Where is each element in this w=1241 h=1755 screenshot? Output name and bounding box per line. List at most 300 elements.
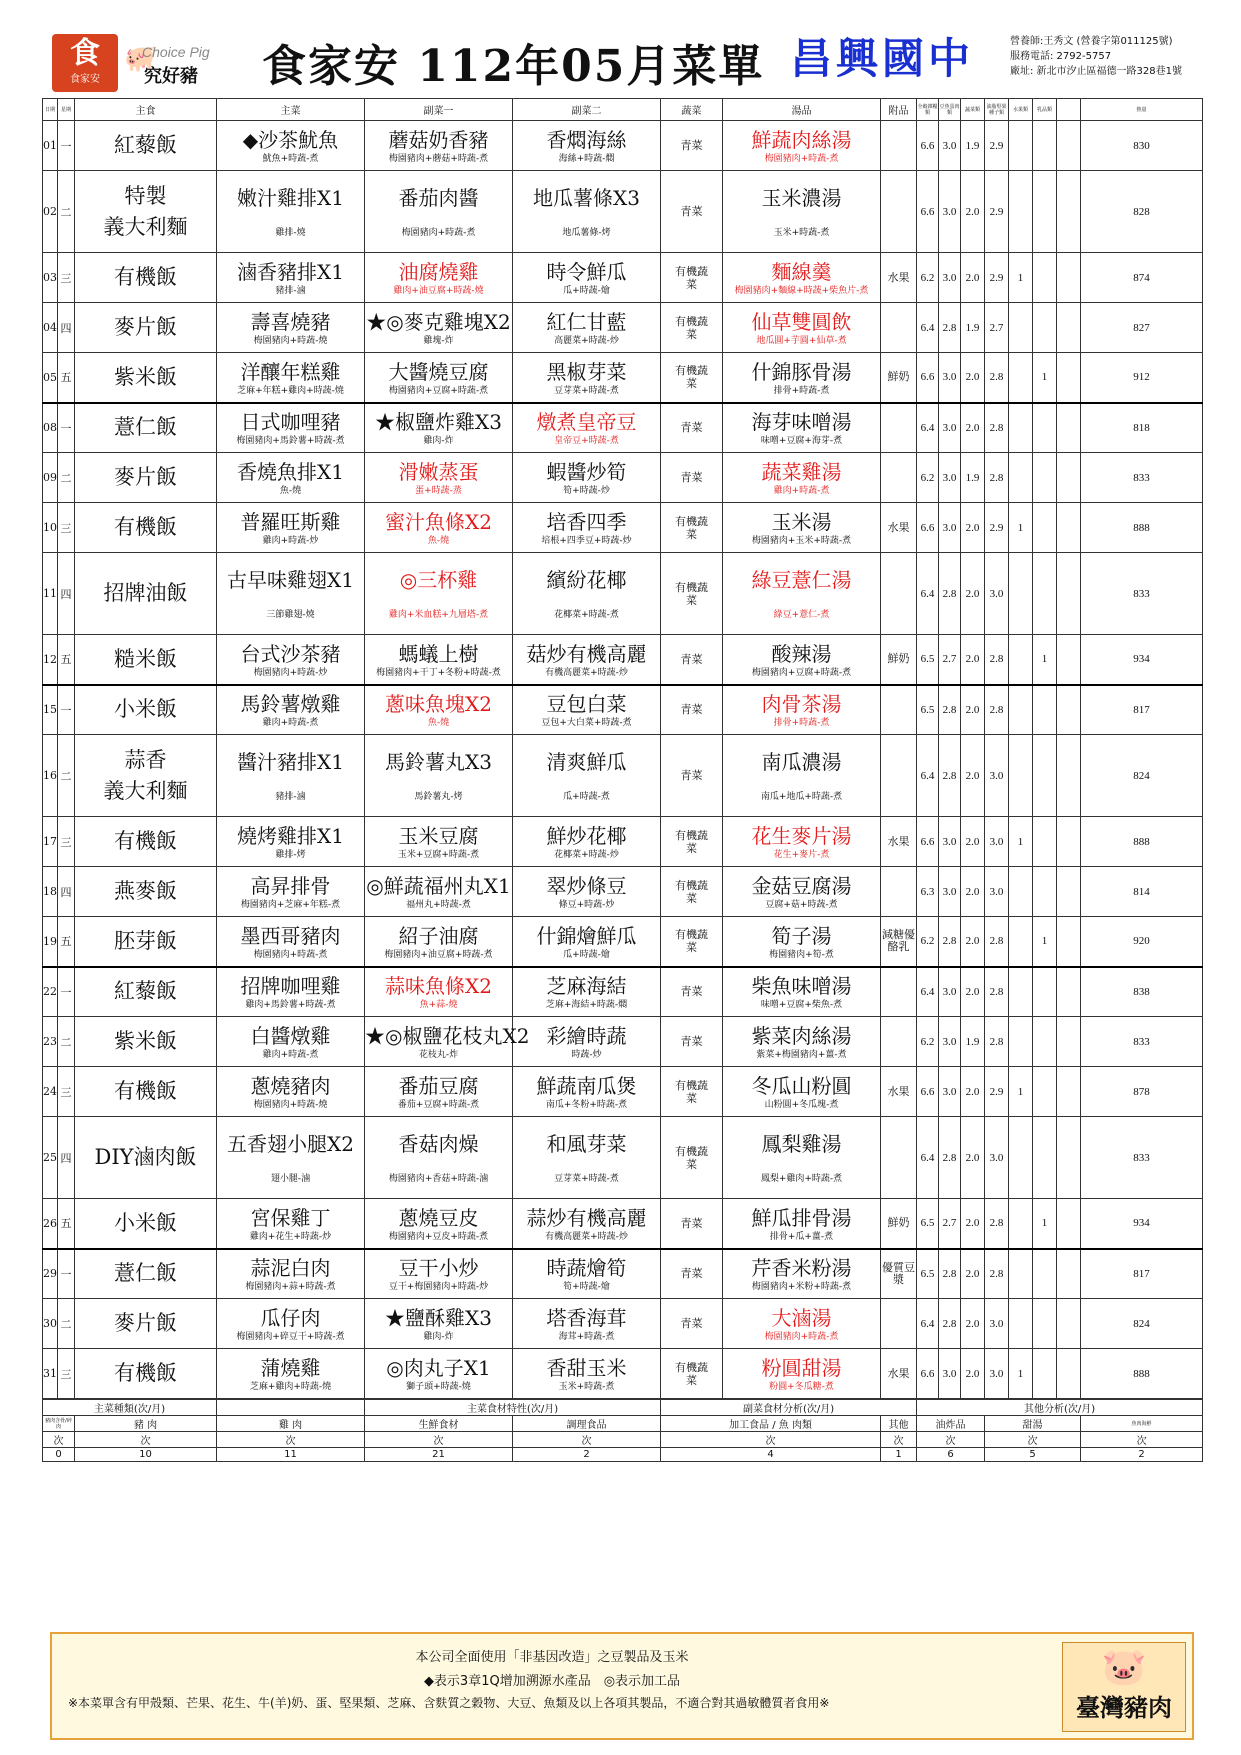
dairy-value	[1033, 685, 1057, 735]
soup-cell	[723, 303, 881, 353]
summary-unit: 次	[513, 1432, 661, 1448]
dish-name: 滷香豬排X1	[237, 260, 344, 284]
staple-name: 義大利麵	[103, 778, 188, 803]
dish-ingredients: 三節雞翅-燒	[266, 610, 315, 620]
vegetable-value: 2.0	[961, 967, 985, 1017]
col-staple: 主食	[75, 99, 217, 121]
staple-name: 有機飯	[114, 515, 177, 539]
staple-cell	[75, 1349, 217, 1399]
blank-cell	[1057, 403, 1081, 453]
grains-value: 6.4	[917, 303, 939, 353]
staple-cell	[75, 303, 217, 353]
dish-ingredients: 梅園豬肉+豆腐+時蔬-煮	[751, 667, 852, 678]
protein-value: 3.0	[939, 1349, 961, 1399]
blank-cell	[1057, 1067, 1081, 1117]
dish-name: ★鹽酥雞X3	[385, 1306, 492, 1330]
fruit-value	[1009, 171, 1033, 253]
fruit-value: 1	[1009, 1349, 1033, 1399]
date-cell: 18	[43, 867, 58, 917]
vegetable-value: 2.0	[961, 735, 985, 817]
page-title: 食家安 112年05月菜單	[262, 41, 765, 92]
weekday-cell: 二	[58, 171, 75, 253]
dish-ingredients: 條豆+時蔬-炒	[558, 900, 615, 910]
kcal-value: 828	[1081, 171, 1203, 253]
dish-name: 紅仁甘藍	[546, 310, 627, 334]
side-dish-1-cell	[365, 171, 513, 253]
staple-name: 麥片飯	[114, 1311, 177, 1335]
col-protein: 豆魚蛋肉類	[939, 99, 961, 121]
side-dish-2-cell	[513, 1117, 661, 1199]
date-cell: 03	[43, 253, 58, 303]
side-dish-1-cell	[365, 967, 513, 1017]
vegetable-value: 1.9	[961, 453, 985, 503]
main-dish-cell	[217, 685, 365, 735]
kcal-value: 817	[1081, 685, 1203, 735]
vegetable-cell: 青菜	[661, 1017, 723, 1067]
menu-row	[43, 685, 1203, 735]
weekday-cell: 五	[58, 353, 75, 403]
date-cell: 31	[43, 1349, 58, 1399]
side-dish-2-cell	[513, 1349, 661, 1399]
date-cell: 02	[43, 171, 58, 253]
summary-unit: 次	[43, 1432, 75, 1448]
blank-cell	[1057, 303, 1081, 353]
soup-cell	[723, 1249, 881, 1299]
soup-cell	[723, 171, 881, 253]
dish-name: 燉煮皇帝豆	[536, 410, 637, 435]
side-dish-1-cell	[365, 303, 513, 353]
allergen-notice: ※本菜單含有甲殼類、芒果、花生、牛(羊)奶、蛋、堅果類、芝麻、含麩質之穀物、大豆、魚類及以上各項其製品，不適合對其過敏體質者食用※	[68, 1696, 830, 1710]
date-cell: 25	[43, 1117, 58, 1199]
dish-name: 仙草雙圓飲	[751, 310, 852, 334]
dish-name: 冬瓜山粉圓	[751, 1074, 852, 1098]
fruit-value	[1009, 1199, 1033, 1249]
staple-cell	[75, 503, 217, 553]
dairy-value	[1033, 553, 1057, 635]
dish-name: 滑嫩蒸蛋	[398, 460, 479, 484]
footer-line-2: ◆表示3章1Q增加溯源水產品 ◎表示加工品	[423, 1674, 681, 1689]
dish-ingredients: 排骨+時蔬-煮	[773, 385, 830, 396]
col-main: 主菜	[217, 99, 365, 121]
dish-name: 培香四季	[546, 510, 627, 534]
col-extra: 附品	[881, 99, 917, 121]
dish-ingredients: 花椰菜+時蔬-炒	[554, 850, 619, 860]
dish-ingredients: 梅園豬肉+時蔬-燒	[253, 1100, 328, 1110]
main-dish-cell	[217, 967, 365, 1017]
dish-name: ◆沙茶魷魚	[242, 128, 339, 152]
dish-ingredients: 梅園豬肉+豆腐+時蔬-煮	[388, 385, 489, 396]
menu-row	[43, 817, 1203, 867]
side-dish-1-cell	[365, 1299, 513, 1349]
side-dish-2-cell	[513, 967, 661, 1017]
menu-row	[43, 353, 1203, 403]
soup-cell	[723, 967, 881, 1017]
protein-value: 2.8	[939, 1299, 961, 1349]
soup-cell	[723, 917, 881, 967]
staple-name: 麥片飯	[114, 465, 177, 489]
oil-value: 2.8	[985, 1249, 1009, 1299]
col-veg: 蔬菜	[661, 99, 723, 121]
fruit-value	[1009, 1299, 1033, 1349]
side-dish-2-cell	[513, 817, 661, 867]
oil-value: 3.0	[985, 1299, 1009, 1349]
col-soup: 湯品	[723, 99, 881, 121]
vegetable-value: 2.0	[961, 503, 985, 553]
blank-cell	[1057, 817, 1081, 867]
dish-ingredients: 花枝丸-炸	[418, 1050, 459, 1060]
main-dish-cell	[217, 1349, 365, 1399]
dish-ingredients: 雞塊-炸	[423, 336, 454, 346]
summary-unit: 次	[881, 1432, 917, 1448]
dish-name: 塔香海茸	[546, 1306, 627, 1330]
weekday-cell: 五	[58, 917, 75, 967]
vegetable-cell: 青菜	[661, 735, 723, 817]
grains-value: 6.6	[917, 171, 939, 253]
fruit-value	[1009, 1249, 1033, 1299]
address: 廠址: 新北市汐止區福德一路328巷1號	[1010, 66, 1182, 77]
extra-cell: 優質豆漿	[881, 1249, 917, 1299]
vegetable-value: 2.0	[961, 1299, 985, 1349]
side-dish-2-cell	[513, 1017, 661, 1067]
dish-name: 香菇肉燥	[398, 1132, 479, 1156]
oil-value: 2.8	[985, 353, 1009, 403]
weekday-cell: 三	[58, 1067, 75, 1117]
dish-name: ◎鮮蔬福州丸X1	[366, 874, 511, 898]
menu-row	[43, 1067, 1203, 1117]
extra-cell	[881, 453, 917, 503]
fruit-value	[1009, 1017, 1033, 1067]
summary-value-fresh: 21	[365, 1448, 513, 1462]
menu-row	[43, 917, 1203, 967]
dish-name: 馬鈴薯丸X3	[385, 750, 492, 774]
extra-cell: 水果	[881, 253, 917, 303]
fruit-value: 1	[1009, 1067, 1033, 1117]
dish-name: 什錦燴鮮瓜	[536, 923, 637, 948]
summary-value-b: 2	[1081, 1448, 1203, 1462]
badge-text: 臺灣豬肉	[1076, 1693, 1172, 1722]
dish-ingredients: 雞肉+時蔬-煮	[773, 486, 830, 496]
dish-name: 紹子油腐	[398, 923, 479, 948]
oil-value: 2.7	[985, 303, 1009, 353]
protein-value: 2.8	[939, 303, 961, 353]
dish-name: 鳳梨雞湯	[761, 1132, 842, 1156]
vegetable-value: 2.0	[961, 553, 985, 635]
grains-value: 6.4	[917, 735, 939, 817]
col-side2: 副菜二	[513, 99, 661, 121]
dish-name: 玉米豆腐	[398, 824, 479, 848]
side-dish-2-cell	[513, 553, 661, 635]
dish-ingredients: 味噌+豆腐+海芽-煮	[760, 436, 843, 447]
vegetable-cell: 有機蔬菜	[661, 1349, 723, 1399]
summary-label-other: 其他	[881, 1416, 917, 1432]
oil-value: 2.8	[985, 635, 1009, 685]
kcal-value: 878	[1081, 1067, 1203, 1117]
dairy-value	[1033, 967, 1057, 1017]
staple-name: 義大利麵	[103, 214, 188, 239]
summary-label-fishmeat: 加工食品 / 魚 肉類	[661, 1416, 881, 1432]
menu-row	[43, 967, 1203, 1017]
vegetable-cell: 有機蔬菜	[661, 817, 723, 867]
dish-ingredients: 瓜+時蔬-燴	[563, 286, 610, 296]
dish-ingredients: 豬排-滷	[275, 792, 306, 802]
side-dish-1-cell	[365, 353, 513, 403]
fruit-value: 1	[1009, 253, 1033, 303]
side-dish-1-cell	[365, 817, 513, 867]
extra-cell: 水果	[881, 503, 917, 553]
dish-name: 和風芽菜	[546, 1132, 627, 1156]
taiwan-pork-badge	[1062, 1642, 1186, 1732]
dish-ingredients: 綠豆+薏仁-煮	[773, 610, 830, 620]
col-grains: 全穀雜糧類	[917, 99, 939, 121]
blank-cell	[1057, 917, 1081, 967]
dish-ingredients: 玉米+時蔬-煮	[558, 1382, 615, 1392]
dish-ingredients: 芝麻+雞肉+時蔬-燒	[249, 1382, 332, 1392]
dish-ingredients: 梅園豬肉+蘑菇+時蔬-煮	[388, 154, 489, 164]
soup-cell	[723, 553, 881, 635]
vegetable-cell: 有機蔬菜	[661, 1117, 723, 1199]
dish-ingredients: 排骨+時蔬-煮	[773, 718, 830, 729]
dish-name: 地瓜薯條X3	[533, 186, 640, 210]
dish-ingredients: 有機高麗菜+時蔬-炒	[545, 667, 628, 678]
dish-ingredients: 瓜+時蔬-煮	[563, 792, 610, 802]
dish-name: 洋釀年糕雞	[240, 359, 341, 384]
extra-cell	[881, 171, 917, 253]
dish-ingredients: 皇帝豆+時蔬-煮	[554, 436, 619, 447]
dish-ingredients: 梅園豬肉+時蔬-煮	[253, 949, 328, 960]
summary-unit: 次	[75, 1432, 217, 1448]
menu-row	[43, 171, 1203, 253]
side-dish-2-cell	[513, 453, 661, 503]
menu-row	[43, 553, 1203, 635]
vegetable-cell: 青菜	[661, 1199, 723, 1249]
main-dish-cell	[217, 121, 365, 171]
dish-ingredients: 鳳梨+雞肉+時蔬-煮	[760, 1174, 843, 1184]
dairy-value	[1033, 303, 1057, 353]
weekday-cell: 四	[58, 303, 75, 353]
dish-name: 黑椒芽菜	[546, 359, 627, 384]
kcal-value: 817	[1081, 1249, 1203, 1299]
kcal-value: 824	[1081, 1299, 1203, 1349]
dish-name: 玉米湯	[771, 510, 832, 534]
dairy-value	[1033, 453, 1057, 503]
dish-name: 壽喜燒豬	[250, 310, 331, 334]
pig-brand-zh: 究好豬	[144, 66, 198, 87]
blank-cell	[1057, 453, 1081, 503]
grains-value: 6.5	[917, 1199, 939, 1249]
protein-value: 3.0	[939, 1017, 961, 1067]
vegetable-value: 1.9	[961, 1017, 985, 1067]
pig-icon: 🐖	[124, 44, 157, 74]
grains-value: 6.6	[917, 503, 939, 553]
side-dish-1-cell	[365, 635, 513, 685]
protein-value: 3.0	[939, 403, 961, 453]
footer-line-1: 本公司全面使用「非基因改造」之豆製品及玉米	[415, 1650, 689, 1665]
soup-cell	[723, 253, 881, 303]
dish-ingredients: 雞肉+時蔬-炒	[262, 536, 319, 546]
side-dish-2-cell	[513, 171, 661, 253]
vegetable-value: 2.0	[961, 1199, 985, 1249]
summary-main-feature: 主菜食材特性(次/月)	[365, 1400, 661, 1416]
dish-ingredients: 地瓜圓+芋圓+仙草-煮	[756, 336, 847, 346]
side-dish-2-cell	[513, 635, 661, 685]
col-blank	[1057, 99, 1081, 121]
dish-ingredients: 味噌+豆腐+柴魚-煮	[760, 1000, 843, 1011]
date-cell: 22	[43, 967, 58, 1017]
kcal-value: 888	[1081, 503, 1203, 553]
side-dish-1-cell	[365, 685, 513, 735]
vegetable-cell: 青菜	[661, 685, 723, 735]
dairy-value: 1	[1033, 635, 1057, 685]
dairy-value	[1033, 817, 1057, 867]
dish-ingredients: 翅小腿-滷	[270, 1174, 311, 1184]
grains-value: 6.6	[917, 1349, 939, 1399]
side-dish-1-cell	[365, 453, 513, 503]
extra-cell	[881, 1017, 917, 1067]
blank-cell	[1057, 121, 1081, 171]
kcal-value: 874	[1081, 253, 1203, 303]
soup-cell	[723, 1017, 881, 1067]
soup-cell	[723, 1199, 881, 1249]
dish-ingredients: 梅園豬肉+麵線+時蔬+柴魚片-煮	[734, 286, 869, 296]
dish-name: 綠豆薏仁湯	[751, 568, 852, 592]
date-cell: 23	[43, 1017, 58, 1067]
vegetable-cell: 有機蔬菜	[661, 353, 723, 403]
side-dish-1-cell	[365, 1349, 513, 1399]
blank-cell	[1057, 171, 1081, 253]
dish-ingredients: 魷魚+時蔬-煮	[262, 154, 319, 164]
side-dish-2-cell	[513, 917, 661, 967]
date-cell: 24	[43, 1067, 58, 1117]
vegetable-cell: 有機蔬菜	[661, 303, 723, 353]
dish-name: 墨西哥豬肉	[240, 923, 341, 948]
extra-cell	[881, 1299, 917, 1349]
dairy-value	[1033, 1249, 1057, 1299]
staple-cell	[75, 171, 217, 253]
dish-name: ★◎椒鹽花枝丸X2	[365, 1024, 530, 1048]
side-dish-1-cell	[365, 1117, 513, 1199]
staple-cell	[75, 1299, 217, 1349]
kcal-value: 934	[1081, 635, 1203, 685]
side-dish-1-cell	[365, 1199, 513, 1249]
dairy-value	[1033, 403, 1057, 453]
oil-value: 2.8	[985, 967, 1009, 1017]
dish-ingredients: 魚-燒	[427, 718, 450, 729]
staple-cell	[75, 917, 217, 967]
dish-name: 宮保雞丁	[250, 1205, 331, 1230]
pig-brand-en: Choice Pig	[142, 44, 210, 60]
staple-name: 胚芽飯	[114, 928, 177, 953]
dish-name: 螞蟻上樹	[398, 641, 479, 666]
soup-cell	[723, 503, 881, 553]
menu-row	[43, 1199, 1203, 1249]
summary-label-fried: 油炸品	[917, 1416, 985, 1432]
menu-row	[43, 503, 1203, 553]
dish-name: 香燒魚排X1	[237, 460, 344, 484]
protein-value: 3.0	[939, 1067, 961, 1117]
staple-name: 麥片飯	[114, 315, 177, 339]
fruit-value	[1009, 1117, 1033, 1199]
protein-value: 3.0	[939, 353, 961, 403]
menu-row	[43, 403, 1203, 453]
staple-cell	[75, 403, 217, 453]
staple-cell	[75, 253, 217, 303]
dish-name: 紫菜肉絲湯	[751, 1024, 852, 1048]
vegetable-cell: 青菜	[661, 967, 723, 1017]
staple-name: 薏仁飯	[114, 415, 177, 440]
date-cell: 01	[43, 121, 58, 171]
summary-unit: 次	[985, 1432, 1081, 1448]
dish-name: 柴魚味噌湯	[751, 974, 852, 999]
staple-name: 有機飯	[114, 829, 177, 853]
dish-name: 香燜海絲	[546, 128, 627, 152]
vegetable-value: 2.0	[961, 635, 985, 685]
vegetable-value: 1.9	[961, 121, 985, 171]
dish-name: 南瓜濃湯	[761, 750, 842, 774]
summary-main-type: 主菜種類(次/月)	[43, 1400, 217, 1416]
dish-ingredients: 梅園豬肉+時蔬-煮	[401, 228, 476, 238]
dish-ingredients: 山粉圓+冬瓜塊-煮	[764, 1100, 839, 1110]
menu-row	[43, 1249, 1203, 1299]
main-dish-cell	[217, 817, 365, 867]
staple-name: 紅藜飯	[114, 979, 177, 1004]
dish-ingredients: 豆芽菜+時蔬-煮	[554, 385, 619, 396]
main-dish-cell	[217, 1117, 365, 1199]
vegetable-value: 1.9	[961, 303, 985, 353]
menu-row	[43, 121, 1203, 171]
dish-name: 玉米濃湯	[761, 186, 842, 210]
staple-name: 紫米飯	[114, 1029, 177, 1053]
dish-ingredients: 雞排-燒	[275, 228, 306, 238]
weekday-cell: 三	[58, 253, 75, 303]
extra-cell	[881, 735, 917, 817]
dish-ingredients: 豆芽菜+時蔬-煮	[554, 1174, 619, 1184]
weekday-cell: 四	[58, 867, 75, 917]
vegetable-value: 2.0	[961, 253, 985, 303]
dish-ingredients: 豆腐+菇+時蔬-煮	[765, 900, 838, 910]
kcal-value: 833	[1081, 1117, 1203, 1199]
dish-ingredients: 玉米+豆腐+時蔬-煮	[397, 850, 480, 860]
protein-value: 2.8	[939, 553, 961, 635]
dish-name: 馬鈴薯燉雞	[240, 692, 341, 717]
kcal-value: 814	[1081, 867, 1203, 917]
dish-name: 鮮瓜排骨湯	[751, 1205, 852, 1230]
fruit-value	[1009, 867, 1033, 917]
dish-name: 芹香米粉湯	[751, 1256, 852, 1281]
staple-name: 有機飯	[114, 1361, 177, 1385]
summary-value-a: 0	[43, 1448, 75, 1462]
summary-unit: 次	[917, 1432, 985, 1448]
dish-ingredients: 魚-燒	[279, 486, 302, 496]
blank-cell	[1057, 1349, 1081, 1399]
date-cell: 10	[43, 503, 58, 553]
main-dish-cell	[217, 303, 365, 353]
staple-cell	[75, 685, 217, 735]
dish-name: 翠炒條豆	[546, 874, 627, 898]
staple-cell	[75, 553, 217, 635]
dish-ingredients: 南瓜+冬粉+時蔬-煮	[545, 1100, 628, 1110]
protein-value: 2.7	[939, 635, 961, 685]
grains-value: 6.4	[917, 1117, 939, 1199]
dairy-value	[1033, 1117, 1057, 1199]
dish-name: 普羅旺斯雞	[240, 510, 341, 534]
side-dish-2-cell	[513, 867, 661, 917]
dish-name: 蝦醬炒筍	[546, 460, 627, 484]
summary-value-other: 1	[881, 1448, 917, 1462]
staple-cell	[75, 1117, 217, 1199]
col-vegetable: 蔬菜類	[961, 99, 985, 121]
main-dish-cell	[217, 503, 365, 553]
kcal-value: 830	[1081, 121, 1203, 171]
